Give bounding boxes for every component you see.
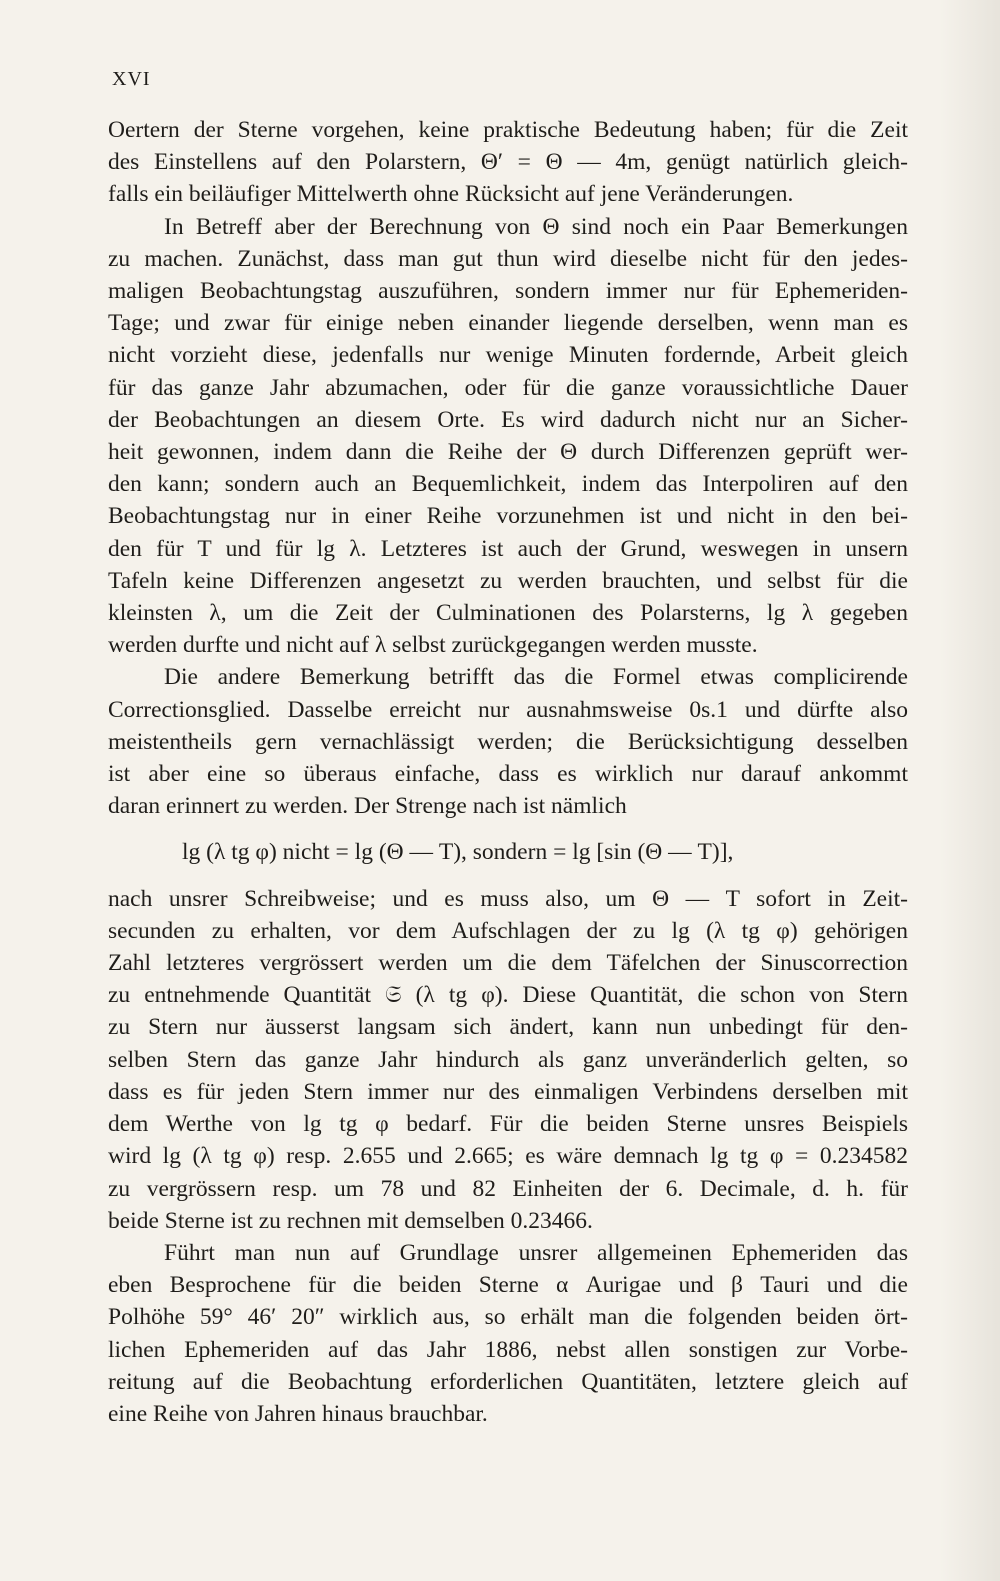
- text-line: selben Stern das ganze Jahr hindurch als ganz unveränderlich gelten, so: [108, 1046, 908, 1073]
- paragraph-3: [108, 661, 908, 822]
- text-line: dem Werthe von lg tg φ bedarf. Für die beiden Sterne unsres Beispiels: [108, 1111, 908, 1138]
- text-line: zu entnehmende Quantität 𝔖 (λ tg φ). Diese Quantität, die schon von Stern: [108, 982, 908, 1009]
- text-line: zu Stern nur äusserst langsam sich ändert, kann nun unbedingt für den-: [108, 1014, 908, 1041]
- text-line: secunden zu erhalten, vor dem Aufschlagen der zu lg (λ tg φ) gehörigen: [108, 917, 908, 944]
- page-number: XVI: [112, 68, 151, 90]
- paragraph-5: [108, 1237, 908, 1430]
- text-line: Zahl letzteres vergrössert werden um die dem Täfelchen der Sinuscorrection: [108, 950, 908, 977]
- text-line: für das ganze Jahr abzumachen, oder für die ganze voraussichtliche Dauer: [108, 374, 908, 401]
- text-line: Oertern der Sterne vorgehen, keine praktische Bedeutung haben; für die Zeit: [108, 117, 908, 143]
- text-line: der Beobachtungen an diesem Orte. Es wird dadurch nicht nur an Sicher-: [108, 406, 908, 433]
- text-line: Correctionsglied. Dasselbe erreicht nur ausnahmsweise 0s.1 und dürfte also: [108, 696, 908, 723]
- text-line: Führt man nun auf Grundlage unsrer allgemeinen Ephemeriden das: [164, 1239, 908, 1266]
- text-line: daran erinnert zu werden. Der Strenge nach ist nämlich: [108, 793, 627, 820]
- text-line: reitung auf die Beobachtung erforderlichen Quantitäten, letztere gleich auf: [108, 1368, 908, 1395]
- body-text: [108, 114, 908, 1430]
- text-line: nach unsrer Schreibweise; und es muss also, um Θ — T sofort in Zeit-: [108, 885, 908, 912]
- text-line: kleinsten λ, um die Zeit der Culminationen des Polarsterns, lg λ gegeben: [108, 600, 908, 627]
- text-line: nicht vorzieht diese, jedenfalls nur wenige Minuten fordernde, Arbeit gleich: [108, 342, 908, 369]
- text-line: falls ein beiläufiger Mittelwerth ohne Rücksicht auf jene Veränderungen.: [108, 181, 794, 208]
- paragraph-4: [108, 883, 908, 1237]
- text-line: dass es für jeden Stern immer nur des einmaligen Verbindens derselben mit: [108, 1078, 908, 1105]
- text-line: eine Reihe von Jahren hinaus brauchbar.: [108, 1400, 488, 1427]
- text-line: zu machen. Zunächst, dass man gut thun wird dieselbe nicht für den jedes-: [108, 245, 908, 272]
- text-line: des Einstellens auf den Polarstern, Θ′ = Θ — 4m, genügt natürlich gleich-: [108, 149, 908, 176]
- text-line: heit gewonnen, indem dann die Reihe der Θ durch Differenzen geprüft wer-: [108, 439, 908, 466]
- text-line: Die andere Bemerkung betrifft das die Formel etwas complicirende: [164, 664, 908, 691]
- paragraph-1: [108, 114, 908, 211]
- text-line: den kann; sondern auch an Bequemlichkeit, indem das Interpoliren auf den: [108, 471, 908, 498]
- text-line: wird lg (λ tg φ) resp. 2.655 und 2.665; es wäre demnach lg tg φ = 0.234582: [108, 1143, 908, 1170]
- text-line: Polhöhe 59° 46′ 20″ wirklich aus, so erhält man die folgenden beiden ört-: [108, 1304, 908, 1331]
- text-line: zu vergrössern resp. um 78 und 82 Einheiten der 6. Decimale, d. h. für: [108, 1175, 908, 1202]
- text-line: eben Besprochene für die beiden Sterne α Aurigae und β Tauri und die: [108, 1272, 908, 1299]
- text-line: meistentheils gern vernachlässigt werden; die Berücksichtigung desselben: [108, 728, 908, 755]
- text-line: Tafeln keine Differenzen angesetzt zu werden brauchten, und selbst für die: [108, 567, 908, 594]
- text-line: den für T und für lg λ. Letzteres ist auch der Grund, weswegen in unsern: [108, 535, 908, 562]
- text-line: Beobachtungstag nur in einer Reihe vorzunehmen ist und nicht in den bei-: [108, 503, 908, 530]
- text-line: In Betreff aber der Berechnung von Θ sind noch ein Paar Bemerkungen: [164, 213, 908, 240]
- text-line: beide Sterne ist zu rechnen mit demselben 0.23466.: [108, 1207, 593, 1234]
- formula: lg (λ tg φ) nicht = lg (Θ — T), sondern = lg [sin (Θ — T)],: [182, 839, 734, 866]
- text-line: ist aber eine so überaus einfache, dass es wirklich nur darauf ankommt: [108, 761, 908, 788]
- text-line: Tage; und zwar für einige neben einander liegende derselben, wenn man es: [108, 310, 908, 337]
- paragraph-2: [108, 211, 908, 662]
- text-line: werden durfte und nicht auf λ selbst zurückgegangen werden musste.: [108, 632, 758, 659]
- text-line: maligen Beobachtungstag auszuführen, sondern immer nur für Ephemeriden-: [108, 278, 908, 305]
- text-line: lichen Ephemeriden auf das Jahr 1886, nebst allen sonstigen zur Vorbe-: [108, 1336, 908, 1363]
